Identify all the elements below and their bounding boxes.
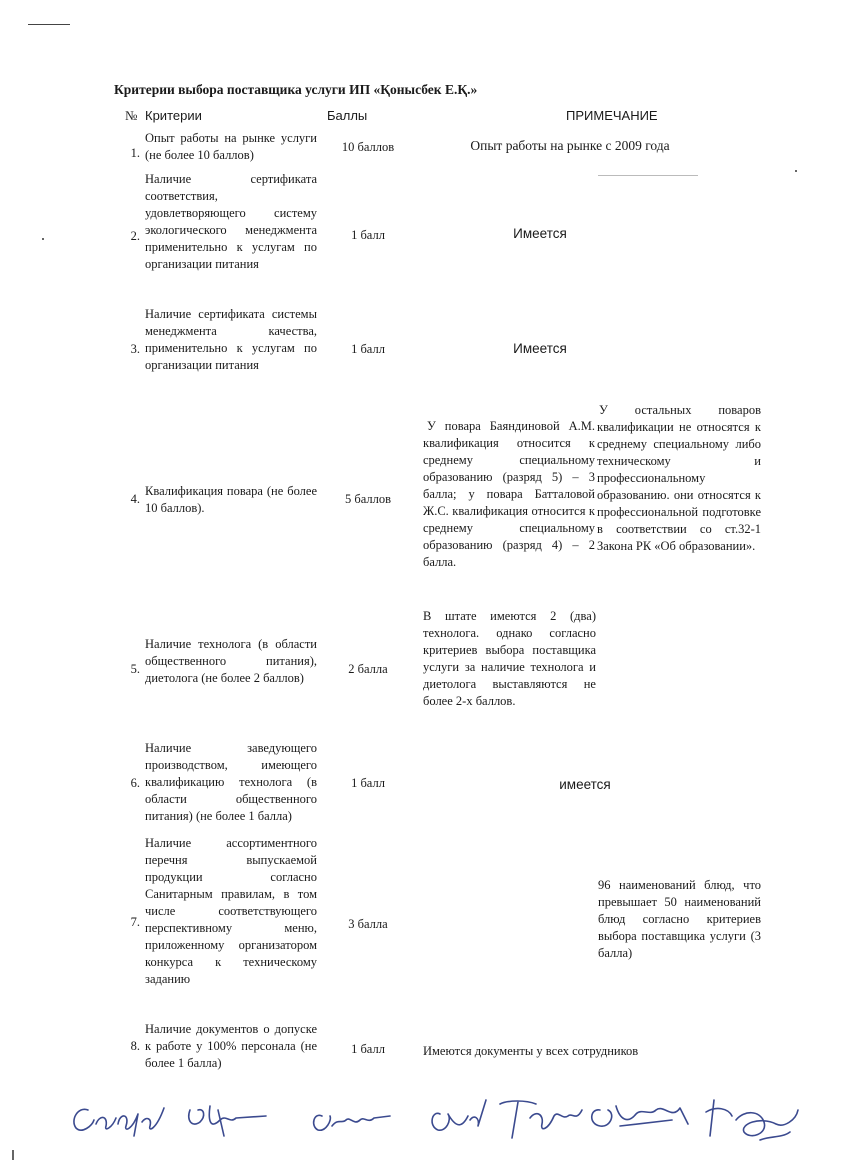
header-points: Баллы [327, 108, 368, 123]
signature-6 [592, 1106, 688, 1126]
row-note: В штате имеются 2 (два) технолога. однако согласно критериев выбора поставщика услуги за наличие технолога и диетолога выставляются не более 2-х баллов. [423, 609, 596, 708]
row-points: 1 балл [351, 228, 385, 242]
row-note: Имеются документы у всех сотрудников [423, 1044, 639, 1058]
row-points: 5 баллов [344, 492, 392, 506]
row-note: 96 наименований блюд, что превышает 50 наименований блюд согласно критериев выбора поставщика услуги (3 балла) [598, 878, 761, 960]
row-note-left: У повара Баяндиновой А.М. квалификация относится к среднему специальному образованию (разряд 5) – 3 балла; у повара Батталовой Ж.С. квалификация относится к среднему специальному образованию (разряд 4) – 2 балла. [423, 419, 595, 569]
row-number: 6. [130, 776, 140, 790]
row-note-right: У остальных поваров квалификации не относятся к среднему специальному либо техническому и профессиональному образованию. они относятся к профессиональной подготовке в соответствии со ст.32-1 Закона РК «Об образовании». [597, 403, 761, 553]
row-number: 7. [130, 915, 140, 929]
row-points: 1 балл [351, 342, 385, 356]
signature-3 [314, 1115, 390, 1130]
row-criteria: Наличие сертификата соответствия, удовлетворяющего систему экологического менеджмента применительно к услугам по организации питания [145, 172, 317, 271]
scan-speck [795, 170, 797, 172]
header-criteria: Критерии [145, 108, 202, 123]
signature-5 [500, 1101, 582, 1138]
row-points: 1 балл [351, 1042, 385, 1056]
row-criteria: Опыт работы на рынке услуги (не более 10 баллов) [145, 131, 317, 162]
row-criteria: Наличие документов о допуске к работе у 100% персонала (не более 1 балла) [145, 1022, 317, 1070]
signatures [60, 1080, 850, 1160]
signature-7 [706, 1100, 798, 1140]
header-note: ПРИМЕЧАНИЕ [566, 108, 658, 123]
row-note: Имеется [513, 226, 567, 241]
row-number: 1. [130, 146, 140, 160]
row-number: 8. [130, 1039, 140, 1053]
row-note: Имеется [513, 341, 567, 356]
signature-4 [432, 1100, 486, 1130]
row-points: 10 баллов [341, 140, 395, 154]
header-num: № [125, 108, 138, 123]
divider [598, 175, 698, 176]
signature-1 [74, 1108, 164, 1136]
scan-speck [12, 1150, 14, 1160]
row-criteria: Наличие сертификата системы менеджмента качества, применительно к услугам по организации питания [145, 307, 317, 372]
signature-2 [189, 1106, 266, 1136]
row-points: 2 балла [348, 662, 388, 676]
row-criteria: Наличие ассортиментного перечня выпускаемой продукции согласно Санитарным правилам, в том числе соответствующего перспективному меню, приложенному организатором конкурса к техническому заданию [145, 836, 317, 986]
document-title: Критерии выбора поставщика услуги ИП «Қонысбек Е.Қ.» [114, 82, 478, 97]
scan-mark [28, 24, 70, 25]
row-number: 2. [130, 229, 140, 243]
row-number: 4. [130, 492, 140, 506]
row-points: 3 балла [348, 917, 388, 931]
row-note: имеется [559, 777, 611, 792]
row-criteria: Наличие заведующего производством, имеющего квалификацию технолога (в области общественного питания) (не более 1 балла) [145, 741, 317, 823]
row-number: 5. [130, 662, 140, 676]
row-note: Опыт работы на рынке с 2009 года [470, 138, 670, 153]
row-criteria: Квалификация повара (не более 10 баллов). [145, 484, 317, 515]
scan-speck [42, 238, 44, 240]
row-number: 3. [130, 342, 140, 356]
row-points: 1 балл [351, 776, 385, 790]
row-criteria: Наличие технолога (в области общественного питания), диетолога (не более 2 баллов) [145, 637, 317, 685]
